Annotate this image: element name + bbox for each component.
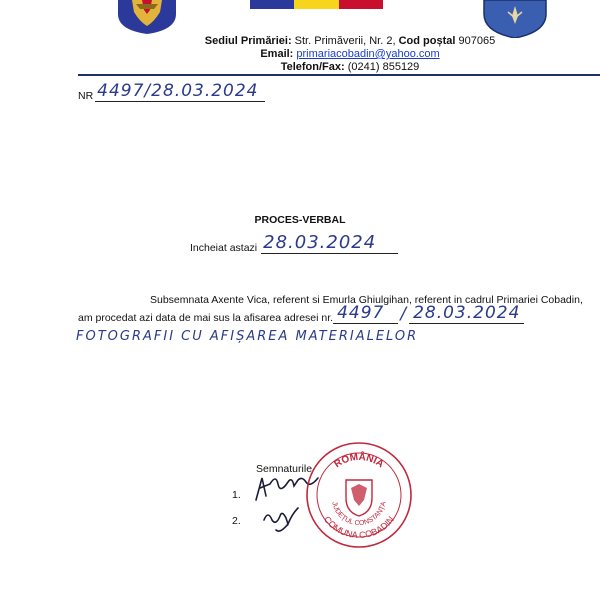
header-email-line [150, 48, 550, 60]
address-date: 28.03.2024 [409, 303, 524, 324]
phone-number: (0241) 855129 [347, 61, 420, 73]
registration-prefix: NR [78, 90, 94, 102]
concluded-label: Incheiat astazi [190, 242, 258, 254]
seat-address: Str. Primăverii, Nr. 2, [291, 35, 396, 47]
handwritten-note: FOTOGRAFII CU AFIȘAREA MATERIALELOR [76, 329, 419, 344]
phone-label: Telefon/Fax: [280, 61, 345, 73]
svg-text:COMUNA COBADIN [322, 514, 396, 540]
coat-of-arms-commune [480, 0, 550, 38]
concluded-line [190, 230, 398, 254]
signature-item-1: 1. [232, 489, 241, 501]
stamp-top-text: ROMÂNIA [332, 451, 386, 471]
registration-number [78, 80, 265, 102]
body-line-2-text: am procedat azi data de mai sus la afisarea adresei nr. [78, 312, 334, 324]
email-link[interactable]: primariacobadin@yahoo.com [296, 48, 440, 60]
header-phone-line [150, 61, 550, 73]
signatures-label: Semnaturile [256, 463, 313, 475]
seat-label: Sediul Primăriei: [204, 35, 292, 47]
postal-code: 907065 [455, 35, 496, 47]
concluded-date: 28.03.2024 [261, 232, 398, 254]
header-address-line [150, 35, 550, 47]
flag-yellow-band [294, 0, 338, 9]
flag-blue-band [250, 0, 294, 9]
coat-of-arms-romania [112, 0, 182, 34]
address-separator: / [400, 304, 408, 324]
body-line-1: Subsemnata Axente Vica, referent si Emurla Ghiulgihan, referent in cadrul Primariei Cobadin, [150, 294, 583, 306]
body-line-2 [78, 302, 524, 324]
svg-text:ROMÂNIA [332, 450, 385, 470]
postal-label: Cod poștal [395, 35, 456, 47]
email-label: Email: [260, 48, 294, 60]
official-stamp [304, 440, 414, 550]
registration-value: 4497/28.03.2024 [95, 81, 264, 102]
header-divider [78, 74, 600, 76]
address-number: 4497 [333, 303, 398, 324]
stamp-middle-text: JUDEȚUL CONSTANȚA [330, 500, 388, 528]
flag-strip [250, 0, 383, 9]
signature-item-2: 2. [232, 515, 241, 527]
page-title: PROCES-VERBAL [254, 214, 346, 226]
signature-2-scribble [258, 500, 308, 541]
stamp-bottom-text: COMUNA COBADIN [321, 514, 397, 541]
flag-red-band [339, 0, 383, 9]
